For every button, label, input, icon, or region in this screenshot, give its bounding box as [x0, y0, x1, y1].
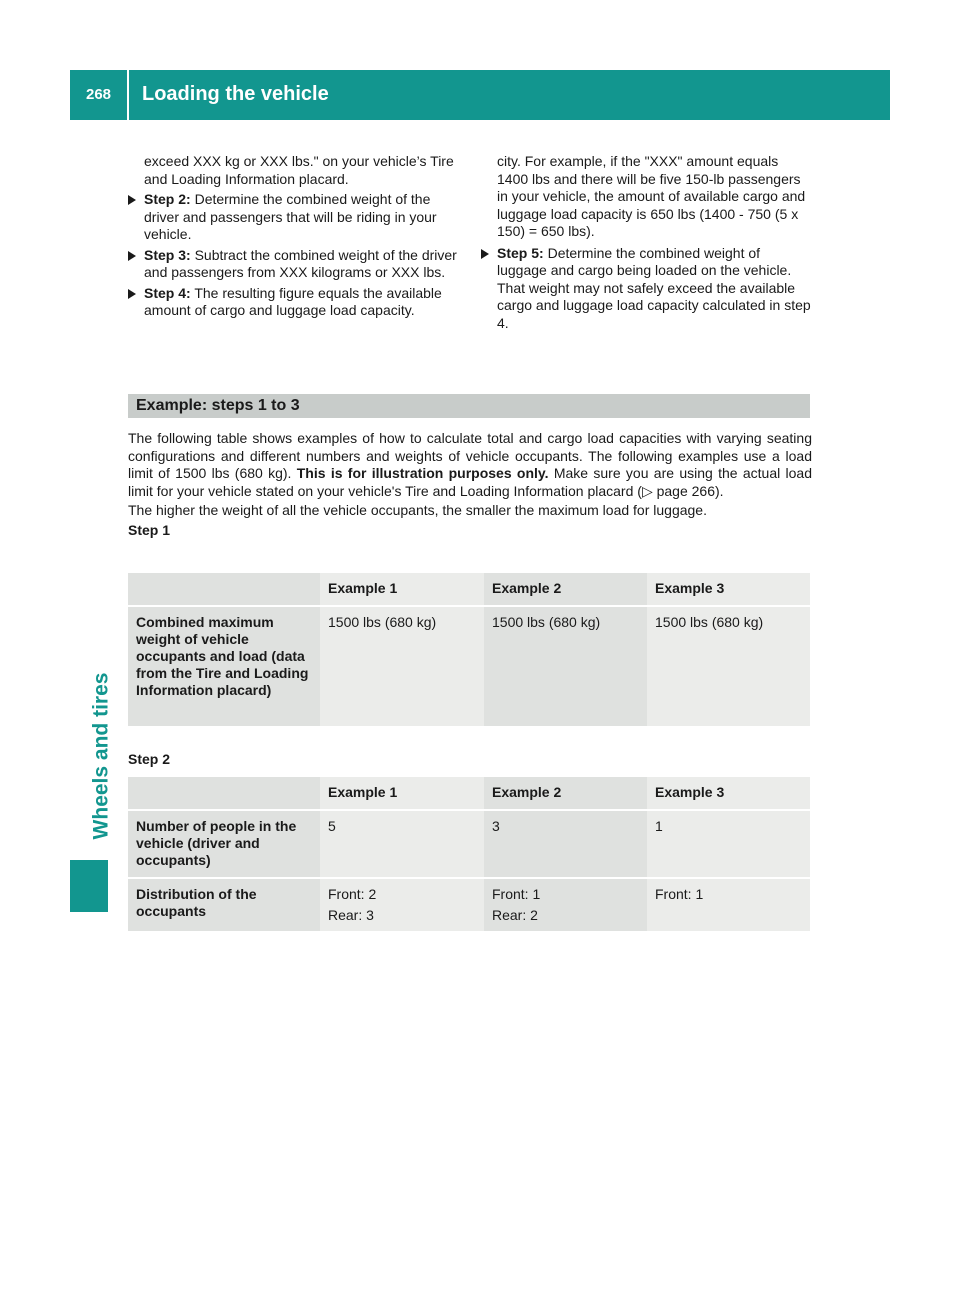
- table-cell: 1500 lbs (680 kg): [647, 606, 810, 727]
- table-cell: 1500 lbs (680 kg): [484, 606, 647, 727]
- row-label: Distribution of the occupants: [128, 878, 320, 932]
- left-column: [128, 153, 460, 320]
- table-cell: 3: [484, 810, 647, 878]
- step-2-table: [128, 777, 810, 933]
- continued-example-paragraph: city. For example, if the "XXX" amount equals 1400 lbs and there will be five 150-lb passengers in your vehicle, the amount of available cargo and luggage load capacity is 650 lbs (1400 - 750 (5 x 150) = 650 lbs).: [497, 153, 806, 239]
- header-divider: [127, 70, 129, 120]
- table-header-cell: Example 1: [320, 573, 484, 606]
- arrow-right-icon: [128, 195, 136, 205]
- table-header-cell: Example 3: [647, 777, 810, 810]
- example-intro: [128, 430, 812, 541]
- table-header-cell: Example 3: [647, 573, 810, 606]
- table-row: [128, 606, 810, 727]
- table-cell: [647, 878, 810, 932]
- table-header-cell: Example 2: [484, 777, 647, 810]
- page-reference-link[interactable]: page 266).: [652, 482, 724, 499]
- front-value: Front: 2: [328, 886, 377, 902]
- header-bar: [70, 70, 890, 120]
- step-4-item: [128, 285, 460, 320]
- step-3-text: Subtract the combined weight of the driver and passengers from XXX kilograms or XXX lbs.: [144, 246, 457, 280]
- page-number: 268: [85, 86, 112, 104]
- arrow-right-icon: [128, 251, 136, 261]
- step-4-text: The resulting figure equals the available amount of cargo and luggage load capacity.: [144, 284, 442, 318]
- arrow-right-icon: [128, 289, 136, 299]
- table-header-cell: [128, 777, 320, 810]
- step-4-label: Step 4:: [144, 284, 191, 301]
- table-cell: [484, 878, 647, 932]
- row-label: Number of people in the vehicle (driver and occupants): [128, 810, 320, 878]
- intro-paragraph-1: [128, 430, 812, 500]
- table-cell: [320, 878, 484, 932]
- step-5-label: Step 5:: [497, 244, 544, 261]
- front-value: Front: 1: [492, 886, 541, 902]
- right-column: [481, 153, 813, 332]
- intro-warning-bold: This is for illustration purposes only.: [296, 465, 549, 481]
- step-3-item: [128, 247, 460, 282]
- table-row: [128, 878, 810, 932]
- chapter-tab-marker: [70, 860, 108, 912]
- intro-text-a: The following table shows examples of how to calculate total and cargo load capacities with varying seating configurations and different numbers and weights of vehicle occupants. The following examples use a load limit of 1500 lbs (680 kg).: [128, 430, 812, 481]
- table-header-row: [128, 777, 810, 810]
- table-cell: 1500 lbs (680 kg): [320, 606, 484, 727]
- step-5-item: [481, 245, 813, 333]
- page-reference-icon[interactable]: ▷: [641, 482, 653, 499]
- intro-text-b: Make sure you are using the actual load limit for your vehicle stated on your vehicle's Tire and Loading Information placard (: [128, 465, 812, 499]
- subsection-title: Example: steps 1 to 3: [136, 397, 300, 415]
- table-header-cell: Example 2: [484, 573, 647, 606]
- step-2-item: [128, 191, 460, 244]
- table-header-cell: Example 1: [320, 777, 484, 810]
- rear-value: Rear: 3: [328, 907, 374, 923]
- table-cell: 1: [647, 810, 810, 878]
- intro-paragraph-2: The higher the weight of all the vehicle occupants, the smaller the maximum load for luggage.: [128, 502, 707, 518]
- page-title: Loading the vehicle: [142, 83, 329, 106]
- step-2-text: Determine the combined weight of the driver and passengers that will be riding in your vehicle.: [144, 191, 437, 242]
- table-header-cell: [128, 573, 320, 606]
- subsection-header: [128, 394, 810, 418]
- step-1-table-label: Step 1: [128, 521, 171, 538]
- step-5-text: Determine the combined weight of luggage and cargo being loaded on the vehicle. That weight may not safely exceed the available cargo and luggage load capacity calculated in step 4.: [497, 244, 811, 331]
- front-value: Front: 1: [655, 886, 704, 902]
- step-3-label: Step 3:: [144, 246, 191, 263]
- step-2-label: Step 2:: [144, 191, 191, 207]
- table-header-row: [128, 573, 810, 606]
- rear-value: Rear: 2: [492, 907, 538, 923]
- row-label: Combined maximum weight of vehicle occupants and load (data from the Tire and Loading Information placard): [128, 606, 320, 727]
- chapter-tab-label[interactable]: Wheels and tires: [89, 672, 113, 840]
- step-1-table: [128, 573, 810, 728]
- arrow-right-icon: [481, 249, 489, 259]
- continued-paragraph: exceed XXX kg or XXX lbs." on your vehicle’s Tire and Loading Information placard.: [144, 153, 454, 187]
- table-row: [128, 810, 810, 878]
- step-2-table-label: Step 2: [128, 751, 171, 767]
- table-cell: 5: [320, 810, 484, 878]
